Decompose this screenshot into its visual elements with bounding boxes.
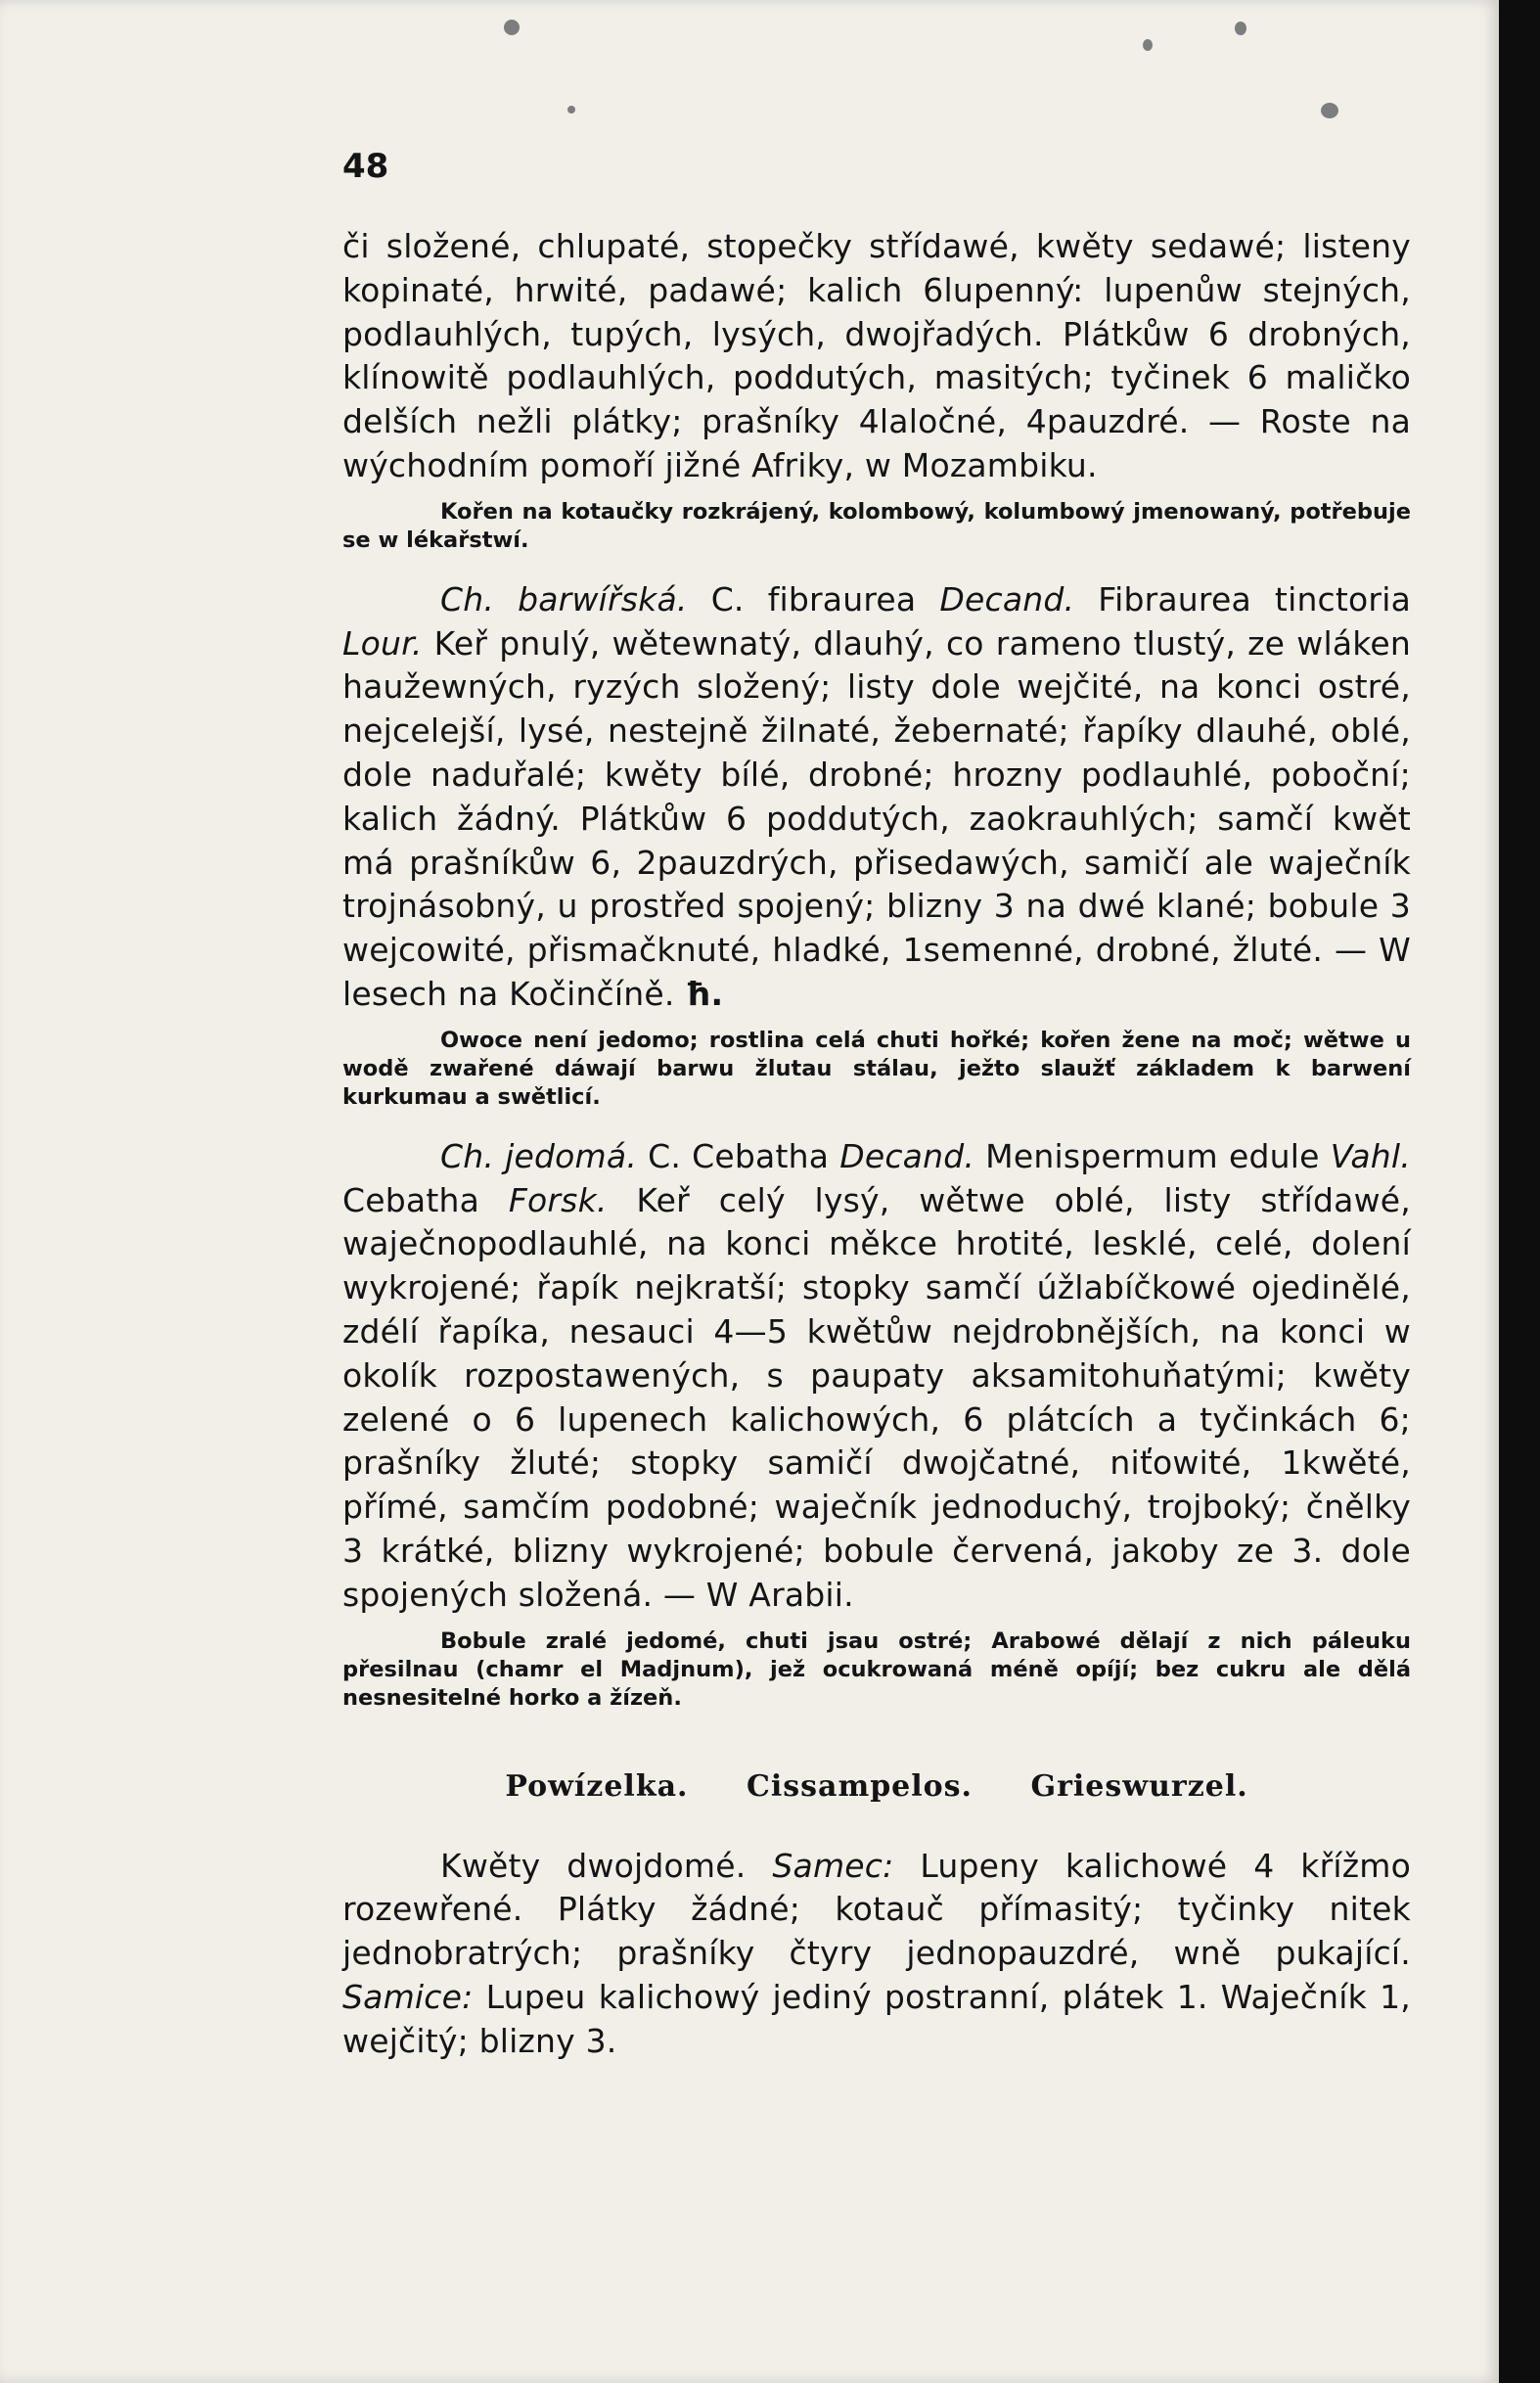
paragraph-4	[342, 1845, 1411, 2064]
species-name-3: Ch. jedomá.	[440, 1136, 638, 1175]
paragraph-1: či složené, chlupaté, stopečky střídawé, kwěty sedawé; listeny kopinaté, hrwité, padawé; kalich 6lupenný: lupenůw stejných, podlauhlých, tupých, lysých, dwojřadých. Plátkůw 6 drobných, klínowitě podlauhlých, poddutých, masitých; tyčinek 6 maličko delších nežli plátky; prašníky 4laločné, 4pauzdré. — Roste na wýchodním pomoří jižné Afriky, w Mozambiku.	[342, 227, 1411, 484]
author-3a: Decand.	[839, 1136, 975, 1175]
genus-name-german: Grieswurzel.	[1030, 1768, 1248, 1804]
genus-name-czech: Powízelka.	[505, 1768, 689, 1804]
paragraph-3	[342, 1135, 1411, 1618]
ink-speck	[1143, 39, 1153, 51]
shrub-symbol: ħ.	[685, 974, 724, 1013]
female-description: Lupeu kalichowý jediný postranní, plátek 1. Waječník 1, wejčitý; blizny 3.	[342, 1977, 1411, 2060]
author-3b: Vahl.	[1330, 1136, 1411, 1175]
ink-speck	[567, 106, 575, 114]
page-number: 48	[342, 147, 389, 186]
species-name-2: Ch. barwířská.	[440, 579, 688, 619]
female-label: Samice:	[342, 1977, 474, 2016]
male-description: Lupeny kalichowé 4 křížmo rozewřené. Plátky žádné; kotauč přímasitý; tyčinky nitek jednobratrých; prašníky čtyry jednopauzdré, wně pukající.	[342, 1846, 1411, 1973]
description-2: Keř pnulý, wětewnatý, dlauhý, co rameno tlustý, ze wláken haužewných, ryzých složený; listy dole wejčité, na konci ostré, nejcelejší, lysé, nestejně žilnaté, žebernaté; řapíky dlauhé, oblé, dole naduřalé; kwěty bílé, drobné; hrozny podlauhlé, poboční; kalich žádný. Plátkůw 6 poddutých, zaokrauhlých; samčí kwět má prašníkůw 6, 2pauzdrých, přisedawých, samičí ale waječník trojnásobný, u prostřed spojený; blizny 3 na dwé klané; bobule 3 wejcowité, přismačknuté, hladké, 1semenné, drobné, žluté. — W lesech na Kočinčíně.	[342, 623, 1411, 1013]
latin-name-2: C. fibraurea	[710, 579, 917, 619]
note-2: Owoce není jedomo; rostlina celá chuti hořké; kořen žene na moč; wětwe u wodě zwařené dáwají barwu žlutau stálau, ježto slaužť základem k barwení kurkumau a swětlicí.	[342, 1027, 1411, 1110]
note-3: Bobule zralé jedomé, chuti jsau ostré; Arabowé dělají z nich páleuku přesilnau (chamr el Madjnum), jež ocukrowaná méně opíjí; bez cukru ale dělá nesnesitelné horko a žízeň.	[342, 1627, 1411, 1711]
genus-heading	[342, 1769, 1411, 1804]
description-3: Keř celý lysý, wětwe oblé, listy střídawé, waječnopodlauhlé, na konci měkce hrotité, lesklé, celé, dolení wykrojené; řapík nejkratší; stopky samčí úžlabíčkowé ojedinělé, zdélí řapíka, nesauci 4—5 kwětůw nejdrobnějších, na konci w okolík rozpostawených, s paupaty aksamitohuňatými; kwěty zelené o 6 lupenech kalichowých, 6 plátcích a tyčinkách 6; prašníky žluté; stopky samičí dwojčatné, niťowité, 1kwěté, přímé, samčím podobné; waječník jednoduchý, trojboký; čnělky 3 krátké, blizny wykrojené; bobule červená, jakoby ze 3. dole spojených složená. — W Arabii.	[342, 1180, 1411, 1614]
ink-speck	[1235, 22, 1246, 35]
ink-speck	[504, 20, 520, 35]
synonym-3b: Cebatha	[342, 1180, 479, 1219]
note-1: Kořen na kotaučky rozkrájený, kolombowý, kolumbowý jmenowaný, potřebuje se w lékařstwí.	[342, 498, 1411, 553]
author-3c: Forsk.	[508, 1180, 608, 1219]
page-content	[342, 147, 1411, 2064]
genus-name-latin: Cissampelos.	[746, 1768, 973, 1804]
synonym-3a: Menispermum edule	[985, 1136, 1320, 1175]
male-label: Samec:	[772, 1846, 894, 1885]
author-2b: Lour.	[342, 623, 423, 663]
paragraph-2	[342, 578, 1411, 1017]
synonym-2: Fibraurea tinctoria	[1098, 579, 1411, 619]
latin-name-3: C. Cebatha	[648, 1136, 830, 1175]
ink-speck	[1321, 103, 1338, 118]
author-2a: Decand.	[939, 579, 1075, 619]
flowers-dioecious: Kwěty dwojdomé.	[440, 1846, 747, 1885]
